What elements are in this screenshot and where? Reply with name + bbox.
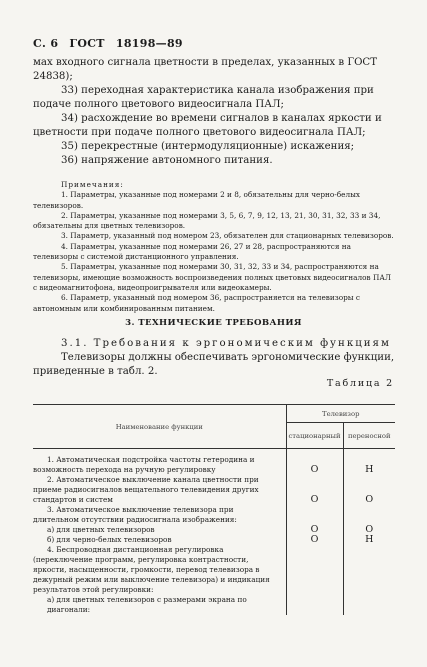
note-item: 6. Параметр, указанный под номером 36, распространяется на телевизоры с автономным или комбинированным питанием. [33,293,360,313]
subsection-title: 3.1. Требования к эргономическим функциям [61,338,391,349]
note-item: 3. Параметр, указанный под номером 23, обязателен для стационарных телевизоров. [61,231,394,241]
row-stationary-mark [286,505,343,525]
table-caption: Таблица 2 [326,378,394,389]
row-function: а) для цветных телевизоров с размерами экрана по диагонали: [47,595,247,614]
list-item: 33) переходная характеристика канала изображения при подаче полного цветового видеосигнала ПАЛ; [33,85,374,110]
table-row [33,595,395,615]
row-function: 3. Автоматическое выключение телевизора при длительном отсутствии радиосигнала изображения: [33,505,237,524]
notes-title: Примечания: [61,180,124,189]
list-item: мах входного сигнала цветности в пределах, указанных в ГОСТ 24838); [33,57,378,82]
standard-label: ГОСТ [69,37,105,50]
note-item: 1. Параметры, указанные под номерами 2 и 8, обязательны для черно-белых телевизоров. [33,190,361,210]
notes-block [33,180,395,314]
row-function: 1. Автоматическая подстройка частоты гетеродина и возможность перехода на ручную регулировку [33,455,255,474]
list-item: 35) перекрестные (интермодуляционные) искажения; [61,141,355,152]
row-stationary-mark: О [286,475,343,505]
row-portable-mark: Н [343,455,395,475]
row-portable-mark: Н [343,535,395,545]
row-portable-mark: О [343,475,395,505]
page-header [33,37,190,50]
table-row [33,455,395,475]
row-function: б) для черно-белых телевизоров [47,535,172,544]
row-portable-mark: О [343,525,395,535]
table-row [33,505,395,525]
table-row [33,475,395,505]
row-stationary-mark: О [286,535,343,545]
table-row [33,525,395,535]
list-item: 36) напряжение автономного питания. [61,155,273,166]
row-stationary-mark [286,545,343,595]
table-row [33,545,395,595]
row-stationary-mark: О [286,525,343,535]
note-item: 4. Параметры, указанные под номерами 26, 27 и 28, распространяются на телевизоры с системой дистанционного управления. [33,241,351,262]
column-header-tv: Телевизор [286,405,395,423]
column-header-function: Наименование функции [33,405,286,449]
list-item: 34) расхождение во времени сигналов в каналах яркости и цветности при подаче полного цветового видеосигнала ПАЛ; [33,113,382,138]
page-number: С. 6 [33,37,59,50]
column-header-stationary: стационарный [286,423,343,449]
note-item: 2. Параметры, указанные под номерами 3, 5, 6, 7, 9, 12, 13, 21, 30, 31, 32, 33 и 34, обязательны для цветных телевизоров. [33,210,381,231]
note-item: 5. Параметры, указанные под номерами 30, 31, 32, 33 и 34, распространяются на телевизоры, имеющие возможность воспроизведения полных цветовых видеосигналов ПАЛ с видеомагнитофона, видеопроигрывателя или видеокамеры. [33,262,391,292]
row-function: 4. Беспроводная дистанционная регулировка (переключение программ, регулировка контрастности, яркости, насыщенности, громкости, перевод телевизора в дежурный режим или выключение телевизора) и индикация результатов этой регулировки: [33,545,270,594]
row-function: 2. Автоматическое выключение канала цветности при приеме радиосигналов вещательного телевидения других стандартов и систем [33,475,259,504]
subsection-text: Телевизоры должны обеспечивать эргономические функции, приведенные в табл. 2. [33,352,395,377]
section-title: 3. ТЕХНИЧЕСКИЕ ТРЕБОВАНИЯ [125,318,302,328]
subsection-block [33,337,395,379]
standard-number: 18198—89 [115,37,183,50]
row-function: а) для цветных телевизоров [47,525,155,534]
column-header-portable: переносной [343,423,395,449]
row-stationary-mark: О [286,455,343,475]
row-stationary-mark [286,595,343,615]
functions-table [33,404,395,615]
parameter-list [33,56,395,168]
row-portable-mark [343,505,395,525]
table-row [33,535,395,545]
row-portable-mark [343,595,395,615]
row-portable-mark [343,545,395,595]
